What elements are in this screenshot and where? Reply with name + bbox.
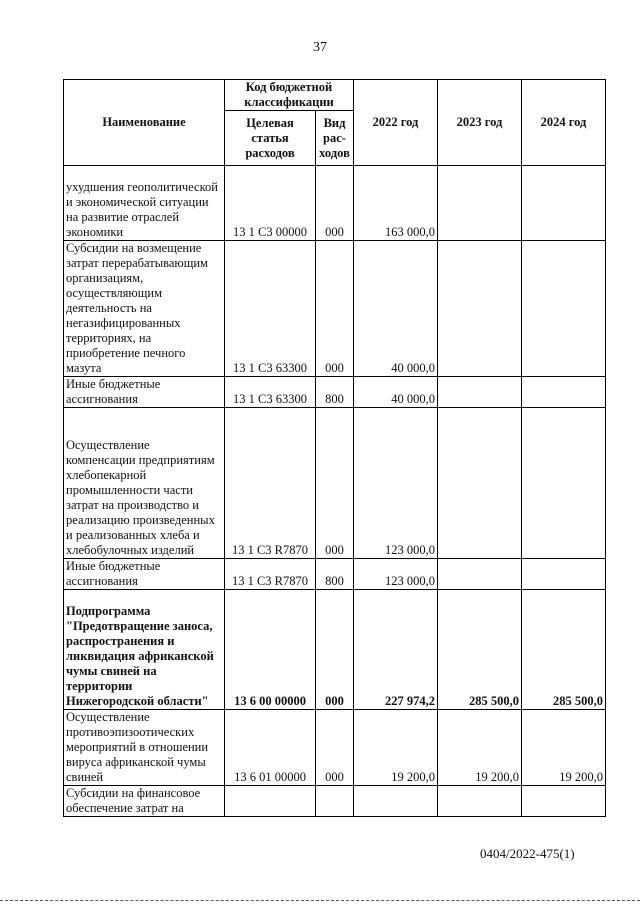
row-expense-kind (316, 786, 354, 817)
row-2023 (438, 786, 522, 817)
row-name: Иные бюджетные ассигнования (64, 377, 225, 408)
header-expense-kind: Вид рас-ходов (316, 111, 354, 166)
row-expense-kind: 800 (316, 559, 354, 590)
row-2022: 40 000,0 (354, 241, 438, 377)
row-expense-kind: 800 (316, 377, 354, 408)
row-expense-kind: 000 (316, 408, 354, 559)
row-2022: 227 974,2 (354, 590, 438, 710)
table-row (64, 559, 606, 590)
row-2024 (522, 786, 606, 817)
header-budget-code: Код бюджетной классификации (225, 80, 354, 111)
row-2024: 19 200,0 (522, 710, 606, 786)
header-2024: 2024 год (522, 80, 606, 166)
table-row (64, 377, 606, 408)
row-target-article: 13 1 С3 00000 (225, 166, 316, 241)
budget-table (63, 79, 606, 817)
header-target-article: Целевая статья расходов (225, 111, 316, 166)
row-target-article: 13 6 01 00000 (225, 710, 316, 786)
row-name: Подпрограмма "Предотвращение заноса, распространения и ликвидация африканской чумы свиней на территории Нижегородской области" (64, 590, 225, 710)
row-name: Субсидии на возмещение затрат перерабатывающим организациям, осуществляющим деятельность на негазифицированных территориях, на приобретение печного мазута (64, 241, 225, 377)
table-row (64, 590, 606, 710)
row-2023 (438, 408, 522, 559)
row-2022: 123 000,0 (354, 408, 438, 559)
row-name: Субсидии на финансовое обеспечение затрат на (64, 786, 225, 817)
row-2024 (522, 408, 606, 559)
row-2023: 19 200,0 (438, 710, 522, 786)
row-name: Осуществление противоэпизоотических мероприятий в отношении вируса африканской чумы свиней (64, 710, 225, 786)
row-name: Иные бюджетные ассигнования (64, 559, 225, 590)
row-expense-kind: 000 (316, 241, 354, 377)
row-name: ухудшения геополитической и экономической ситуации на развитие отраслей экономики (64, 166, 225, 241)
row-target-article (225, 786, 316, 817)
document-code: 0404/2022-475(1) (480, 846, 575, 861)
row-2023 (438, 166, 522, 241)
row-2024 (522, 241, 606, 377)
table-row (64, 408, 606, 559)
page-edge-divider (0, 900, 640, 901)
header-2023: 2023 год (438, 80, 522, 166)
row-target-article: 13 1 С3 R7870 (225, 559, 316, 590)
row-2024 (522, 377, 606, 408)
row-2022: 19 200,0 (354, 710, 438, 786)
row-expense-kind: 000 (316, 166, 354, 241)
row-2023 (438, 241, 522, 377)
row-target-article: 13 6 00 00000 (225, 590, 316, 710)
table-row (64, 710, 606, 786)
row-2024 (522, 166, 606, 241)
row-target-article: 13 1 С3 63300 (225, 241, 316, 377)
row-expense-kind: 000 (316, 710, 354, 786)
row-2022: 163 000,0 (354, 166, 438, 241)
row-target-article: 13 1 С3 63300 (225, 377, 316, 408)
row-2024 (522, 559, 606, 590)
row-target-article: 13 1 С3 R7870 (225, 408, 316, 559)
page-number: 37 (313, 40, 327, 55)
row-2023 (438, 377, 522, 408)
table-body (64, 166, 606, 817)
row-2024: 285 500,0 (522, 590, 606, 710)
row-2022 (354, 786, 438, 817)
table-row (64, 166, 606, 241)
row-name: Осуществление компенсации предприятиям хлебопекарной промышленности части затрат на производство и реализацию произведенных и реализованных хлеба и хлебобулочных изделий (64, 408, 225, 559)
row-2023 (438, 559, 522, 590)
row-2023: 285 500,0 (438, 590, 522, 710)
table-row (64, 241, 606, 377)
row-2022: 40 000,0 (354, 377, 438, 408)
header-name: Наименование (64, 80, 225, 166)
row-2022: 123 000,0 (354, 559, 438, 590)
header-2022: 2022 год (354, 80, 438, 166)
table-row (64, 786, 606, 817)
row-expense-kind: 000 (316, 590, 354, 710)
